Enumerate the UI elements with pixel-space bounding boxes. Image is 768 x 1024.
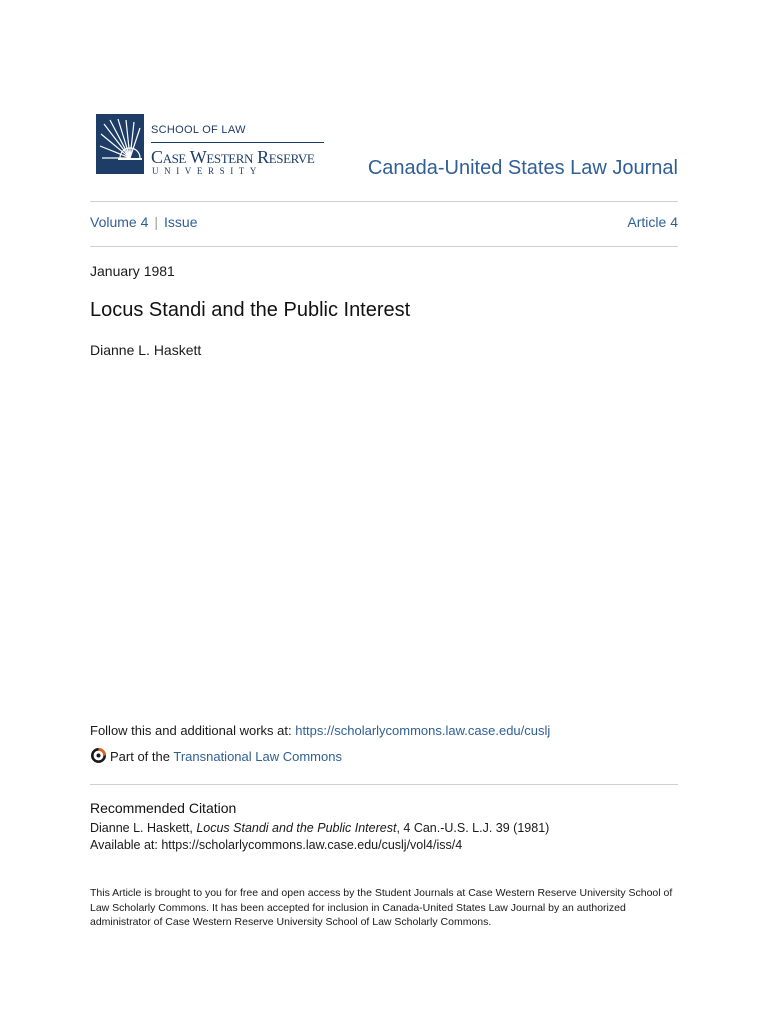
article-number-link[interactable]: Article 4: [627, 214, 678, 230]
volume-issue-breadcrumb: [90, 214, 197, 230]
header-divider: [90, 201, 678, 202]
logo-school-label: SCHOOL OF LAW: [151, 124, 246, 136]
publication-date: January 1981: [90, 263, 175, 279]
university-logo[interactable]: [96, 114, 326, 178]
part-of-label: Part of the: [110, 749, 174, 764]
logo-university-word: UNIVERSITY: [152, 166, 262, 176]
available-at-line: Available at: https://scholarlycommons.law.case.edu/cuslj/vol4/iss/4: [90, 838, 463, 852]
collection-url-link[interactable]: https://scholarlycommons.law.case.edu/cuslj: [295, 723, 551, 738]
logo-divider: [151, 142, 324, 143]
nav-divider: [90, 246, 678, 247]
breadcrumb-separator: |: [154, 214, 159, 230]
sunburst-emblem-icon: [96, 114, 144, 174]
citation-divider: [90, 784, 678, 785]
citation-author: Dianne L. Haskett,: [90, 821, 197, 835]
citation-text: [90, 821, 549, 835]
network-icon: [90, 747, 107, 767]
logo-university-name: Case Western Reserve: [151, 147, 315, 167]
article-author: Dianne L. Haskett: [90, 342, 202, 358]
follow-works-line: [90, 723, 550, 738]
volume-link[interactable]: Volume 4: [90, 214, 149, 230]
part-of-line: [90, 747, 342, 767]
citation-title: Locus Standi and the Public Interest: [196, 821, 397, 835]
issue-link[interactable]: Issue: [164, 214, 198, 230]
transnational-law-commons-link[interactable]: Transnational Law Commons: [173, 749, 342, 764]
follow-label: Follow this and additional works at:: [90, 723, 296, 738]
journal-title-link[interactable]: Canada-United States Law Journal: [367, 157, 678, 179]
access-notice: This Article is brought to you for free and open access by the Student Journals at Case Western Reserve University School of Law Scholarly Commons. It has been accepted for inclusion in Canada-United States Law Journal by an authorized administrator of Case Western Reserve University School of Law Scholarly Commons.: [90, 887, 673, 929]
citation-source: , 4 Can.-U.S. L.J. 39 (1981): [396, 821, 550, 835]
recommended-citation-heading: Recommended Citation: [90, 800, 237, 816]
article-title: Locus Standi and the Public Interest: [90, 299, 411, 321]
